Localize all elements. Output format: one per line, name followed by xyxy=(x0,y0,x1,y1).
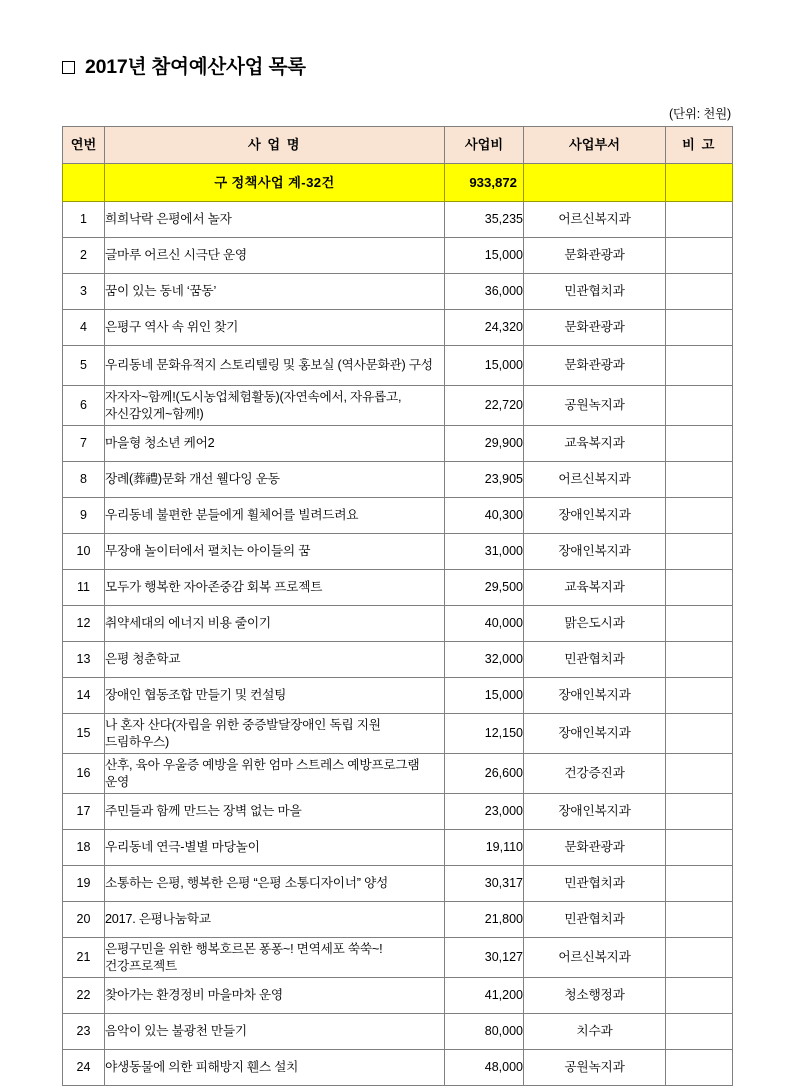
cell-remark xyxy=(666,1014,733,1050)
cell-dept: 맑은도시과 xyxy=(524,606,666,642)
cell-dept: 문화관광과 xyxy=(524,310,666,346)
table-row xyxy=(63,274,733,310)
table-header xyxy=(63,127,733,164)
cell-name: 모두가 행복한 자아존중감 회복 프로젝트 xyxy=(105,570,445,606)
cell-name: 글마루 어르신 시극단 운영 xyxy=(105,238,445,274)
unit-note: (단위: 천원) xyxy=(669,107,731,121)
cell-cost: 36,000 xyxy=(445,274,524,310)
table-row xyxy=(63,754,733,794)
cell-remark xyxy=(666,346,733,386)
table-body xyxy=(63,164,733,1086)
cell-remark xyxy=(666,498,733,534)
cell-dept: 건강증진과 xyxy=(524,754,666,794)
summary-label: 구 정책사업 계-32건 xyxy=(105,164,445,202)
cell-remark xyxy=(666,462,733,498)
cell-no: 6 xyxy=(63,386,105,426)
cell-no: 2 xyxy=(63,238,105,274)
cell-no: 4 xyxy=(63,310,105,346)
cell-name: 우리동네 연극-별별 마당놀이 xyxy=(105,830,445,866)
cell-dept: 교육복지과 xyxy=(524,570,666,606)
table-row xyxy=(63,606,733,642)
cell-dept: 치수과 xyxy=(524,1014,666,1050)
cell-dept: 어르신복지과 xyxy=(524,462,666,498)
cell-remark xyxy=(666,642,733,678)
cell-no: 15 xyxy=(63,714,105,754)
cell-dept: 공원녹지과 xyxy=(524,1050,666,1086)
cell-remark xyxy=(666,754,733,794)
table-header-row xyxy=(63,127,733,164)
cell-name: 우리동네 불편한 분들에게 휠체어를 빌려드려요 xyxy=(105,498,445,534)
cell-remark xyxy=(666,310,733,346)
cell-dept: 장애인복지과 xyxy=(524,534,666,570)
cell-name: 마을형 청소년 케어2 xyxy=(105,426,445,462)
cell-name: 무장애 놀이터에서 펼치는 아이들의 꿈 xyxy=(105,534,445,570)
table-row xyxy=(63,346,733,386)
cell-cost: 29,900 xyxy=(445,426,524,462)
table-row xyxy=(63,1014,733,1050)
budget-table-container xyxy=(62,126,732,1086)
cell-no: 16 xyxy=(63,754,105,794)
cell-dept: 문화관광과 xyxy=(524,346,666,386)
table-row xyxy=(63,902,733,938)
table-row xyxy=(63,678,733,714)
cell-no: 5 xyxy=(63,346,105,386)
cell-name: 우리동네 문화유적지 스토리텔링 및 홍보실 (역사문화관) 구성 xyxy=(105,346,445,386)
cell-no: 21 xyxy=(63,938,105,978)
cell-remark xyxy=(666,978,733,1014)
column-header-remark: 비 고 xyxy=(666,127,733,164)
cell-dept: 장애인복지과 xyxy=(524,794,666,830)
cell-remark xyxy=(666,902,733,938)
cell-cost: 30,317 xyxy=(445,866,524,902)
table-row xyxy=(63,978,733,1014)
cell-remark xyxy=(666,534,733,570)
summary-no xyxy=(63,164,105,202)
cell-no: 14 xyxy=(63,678,105,714)
cell-cost: 15,000 xyxy=(445,238,524,274)
cell-remark xyxy=(666,274,733,310)
cell-no: 7 xyxy=(63,426,105,462)
square-outline-icon xyxy=(62,61,75,74)
cell-name: 희희낙락 은평에서 놀자 xyxy=(105,202,445,238)
cell-no: 23 xyxy=(63,1014,105,1050)
cell-name: 나 혼자 산다(자립을 위한 중증발달장애인 독립 지원 드림하우스) xyxy=(105,714,445,754)
cell-cost: 15,000 xyxy=(445,346,524,386)
table-row xyxy=(63,938,733,978)
table-row xyxy=(63,1050,733,1086)
cell-no: 1 xyxy=(63,202,105,238)
table-row xyxy=(63,386,733,426)
cell-cost: 23,000 xyxy=(445,794,524,830)
column-header-dept: 사업부서 xyxy=(524,127,666,164)
cell-name: 장애인 협동조합 만들기 및 컨설팅 xyxy=(105,678,445,714)
cell-name: 소통하는 은평, 행복한 은평 “은평 소통디자이너” 양성 xyxy=(105,866,445,902)
cell-remark xyxy=(666,678,733,714)
cell-cost: 30,127 xyxy=(445,938,524,978)
cell-name: 산후, 육아 우울증 예방을 위한 엄마 스트레스 예방프로그램 운영 xyxy=(105,754,445,794)
page-title xyxy=(62,58,306,78)
cell-cost: 23,905 xyxy=(445,462,524,498)
table-row xyxy=(63,310,733,346)
cell-cost: 31,000 xyxy=(445,534,524,570)
table-row xyxy=(63,426,733,462)
cell-dept: 장애인복지과 xyxy=(524,678,666,714)
cell-no: 10 xyxy=(63,534,105,570)
cell-cost: 12,150 xyxy=(445,714,524,754)
cell-cost: 15,000 xyxy=(445,678,524,714)
cell-name: 자자자~함께!(도시농업체험활동)(자연속에서, 자유롭고, 자신감있게~함께!) xyxy=(105,386,445,426)
summary-remark xyxy=(666,164,733,202)
cell-cost: 48,000 xyxy=(445,1050,524,1086)
column-header-no: 연번 xyxy=(63,127,105,164)
cell-remark xyxy=(666,202,733,238)
page-title-text: 2017년 참여예산사업 목록 xyxy=(85,56,306,78)
summary-dept xyxy=(524,164,666,202)
cell-remark xyxy=(666,238,733,274)
table-row xyxy=(63,534,733,570)
cell-cost: 24,320 xyxy=(445,310,524,346)
cell-remark xyxy=(666,386,733,426)
cell-name: 찾아가는 환경정비 마을마차 운영 xyxy=(105,978,445,1014)
cell-cost: 21,800 xyxy=(445,902,524,938)
cell-remark xyxy=(666,714,733,754)
cell-remark xyxy=(666,1050,733,1086)
cell-cost: 29,500 xyxy=(445,570,524,606)
budget-table xyxy=(62,126,733,1086)
cell-dept: 교육복지과 xyxy=(524,426,666,462)
cell-no: 24 xyxy=(63,1050,105,1086)
table-row xyxy=(63,462,733,498)
cell-dept: 장애인복지과 xyxy=(524,498,666,534)
cell-remark xyxy=(666,570,733,606)
column-header-cost: 사업비 xyxy=(445,127,524,164)
cell-name: 은평구 역사 속 위인 찾기 xyxy=(105,310,445,346)
table-row xyxy=(63,238,733,274)
cell-dept: 민관협치과 xyxy=(524,642,666,678)
cell-dept: 청소행정과 xyxy=(524,978,666,1014)
cell-remark xyxy=(666,938,733,978)
cell-name: 꿈이 있는 동네 ‘꿈동’ xyxy=(105,274,445,310)
cell-no: 9 xyxy=(63,498,105,534)
summary-row xyxy=(63,164,733,202)
cell-dept: 어르신복지과 xyxy=(524,938,666,978)
cell-name: 야생동물에 의한 피해방지 휀스 설치 xyxy=(105,1050,445,1086)
table-row xyxy=(63,830,733,866)
cell-name: 주민들과 함께 만드는 장벽 없는 마을 xyxy=(105,794,445,830)
cell-cost: 40,300 xyxy=(445,498,524,534)
cell-no: 20 xyxy=(63,902,105,938)
cell-name: 은평 청춘학교 xyxy=(105,642,445,678)
cell-cost: 22,720 xyxy=(445,386,524,426)
cell-no: 8 xyxy=(63,462,105,498)
cell-dept: 어르신복지과 xyxy=(524,202,666,238)
cell-remark xyxy=(666,866,733,902)
cell-cost: 40,000 xyxy=(445,606,524,642)
cell-remark xyxy=(666,794,733,830)
table-row xyxy=(63,642,733,678)
cell-name: 음악이 있는 불광천 만들기 xyxy=(105,1014,445,1050)
cell-cost: 19,110 xyxy=(445,830,524,866)
summary-cost: 933,872 xyxy=(445,164,524,202)
cell-cost: 80,000 xyxy=(445,1014,524,1050)
cell-dept: 민관협치과 xyxy=(524,866,666,902)
table-row xyxy=(63,202,733,238)
cell-remark xyxy=(666,830,733,866)
cell-no: 17 xyxy=(63,794,105,830)
cell-no: 13 xyxy=(63,642,105,678)
cell-dept: 문화관광과 xyxy=(524,238,666,274)
cell-cost: 35,235 xyxy=(445,202,524,238)
cell-cost: 32,000 xyxy=(445,642,524,678)
cell-name: 은평구민을 위한 행복호르몬 퐁퐁~! 면역세포 쑥쑥~! 건강프로젝트 xyxy=(105,938,445,978)
cell-dept: 공원녹지과 xyxy=(524,386,666,426)
cell-no: 3 xyxy=(63,274,105,310)
table-row xyxy=(63,570,733,606)
cell-no: 22 xyxy=(63,978,105,1014)
cell-cost: 41,200 xyxy=(445,978,524,1014)
cell-no: 18 xyxy=(63,830,105,866)
cell-dept: 장애인복지과 xyxy=(524,714,666,754)
cell-cost: 26,600 xyxy=(445,754,524,794)
cell-name: 2017. 은평나눔학교 xyxy=(105,902,445,938)
cell-no: 12 xyxy=(63,606,105,642)
table-row xyxy=(63,498,733,534)
cell-remark xyxy=(666,426,733,462)
cell-name: 장례(葬禮)문화 개선 웰다잉 운동 xyxy=(105,462,445,498)
cell-no: 11 xyxy=(63,570,105,606)
column-header-name: 사 업 명 xyxy=(105,127,445,164)
cell-name: 취약세대의 에너지 비용 줄이기 xyxy=(105,606,445,642)
cell-dept: 민관협치과 xyxy=(524,274,666,310)
table-row xyxy=(63,866,733,902)
table-row xyxy=(63,794,733,830)
cell-dept: 문화관광과 xyxy=(524,830,666,866)
cell-remark xyxy=(666,606,733,642)
table-row xyxy=(63,714,733,754)
cell-no: 19 xyxy=(63,866,105,902)
cell-dept: 민관협치과 xyxy=(524,902,666,938)
